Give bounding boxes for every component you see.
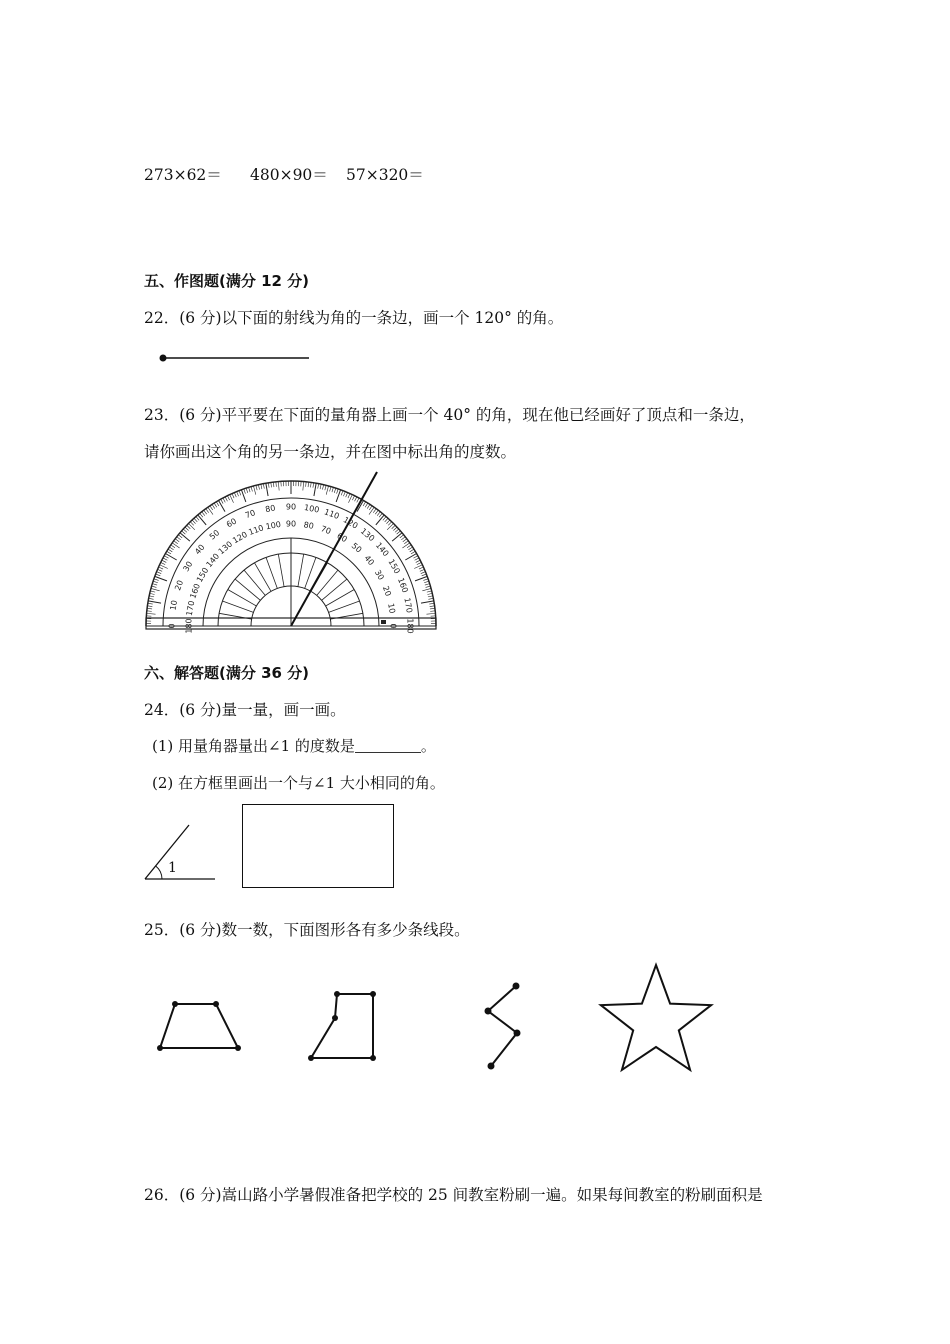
protractor-tick [313, 483, 314, 488]
protractor-label: 20 [380, 584, 393, 598]
protractor-tick [223, 498, 225, 502]
protractor-tick [407, 545, 411, 548]
protractor-tick [219, 500, 226, 511]
protractor-tick [174, 541, 178, 544]
protractor-label: 180 [405, 618, 415, 634]
ray-figure [150, 350, 320, 366]
protractor-ray [322, 579, 347, 600]
protractor-tick [278, 482, 279, 491]
protractor-tick [237, 492, 239, 497]
protractor-tick [183, 529, 187, 532]
protractor-tick [425, 584, 430, 585]
protractor-tick [239, 491, 241, 496]
protractor-tick [192, 520, 195, 524]
protractor-tick [341, 491, 343, 496]
protractor-tick [318, 484, 319, 489]
protractor-tick [177, 537, 181, 540]
protractor-tick [167, 551, 171, 554]
q24-part1-end: 。 [420, 737, 436, 755]
protractor-ray [222, 601, 253, 612]
protractor-tick [153, 581, 158, 583]
protractor-tick [385, 518, 388, 522]
protractor-tick [424, 581, 429, 583]
protractor-tick [171, 545, 175, 548]
protractor-tick [303, 482, 304, 491]
drawing-box[interactable] [242, 804, 394, 888]
protractor-tick [408, 547, 412, 550]
protractor-label: 90 [285, 502, 297, 512]
protractor-tick [178, 535, 182, 538]
protractor-label: 30 [372, 568, 386, 582]
protractor-tick [212, 504, 215, 508]
protractor-tick [332, 487, 333, 492]
protractor-tick [149, 596, 154, 597]
protractor-tick [258, 485, 259, 490]
protractor-label: 120 [231, 529, 249, 546]
section-6-heading: 六、解答题(满分 36 分) [144, 664, 310, 682]
protractor-label: 30 [181, 559, 195, 574]
protractor-label: 140 [204, 551, 222, 570]
protractor-label: 170 [184, 599, 197, 617]
protractor-tick [152, 584, 157, 585]
protractor-tick [326, 486, 328, 495]
protractor-tick [363, 502, 366, 506]
protractor-label: 100 [303, 503, 320, 515]
protractor-tick [320, 484, 321, 489]
protractor-tick [168, 549, 172, 552]
protractor-tick [232, 494, 234, 499]
protractor-label: 120 [341, 515, 360, 531]
protractor-tick [397, 531, 401, 534]
protractor-tick [175, 539, 179, 542]
protractor-tick [244, 489, 246, 494]
protractor-tick [163, 558, 167, 560]
protractor-tick [150, 593, 155, 594]
calculation-row [144, 163, 424, 185]
calc-2: 480×90＝ [250, 166, 328, 184]
protractor-tick [314, 483, 316, 496]
protractor-tick [306, 482, 307, 487]
protractor-tick [415, 558, 419, 560]
protractor-label: 160 [188, 582, 202, 600]
protractor-tick [357, 498, 359, 502]
protractor-tick [159, 567, 164, 569]
protractor-tick [413, 556, 417, 558]
protractor-tick [373, 509, 376, 513]
calc-1: 273×62＝ [144, 166, 222, 184]
protractor-tick [214, 503, 217, 507]
protractor-tick [377, 512, 380, 516]
protractor-tick [150, 591, 155, 592]
protractor-tick [148, 603, 153, 604]
protractor-tick [405, 554, 416, 561]
protractor-tick [410, 549, 414, 552]
protractor-tick [185, 527, 189, 530]
protractor-label: 110 [247, 523, 265, 537]
protractor-ray [235, 579, 260, 600]
protractor-tick [419, 567, 424, 569]
protractor-tick [420, 569, 425, 571]
protractor-tick [388, 522, 391, 526]
protractor-tick [387, 523, 393, 529]
protractor-label: 40 [362, 553, 376, 568]
protractor-tick [155, 576, 167, 580]
protractor-tick [234, 493, 236, 498]
protractor-label: 150 [194, 566, 211, 584]
protractor-tick [417, 562, 421, 564]
pentagon-figure [305, 988, 381, 1064]
protractor-tick [423, 579, 428, 581]
drawn-angle-side [291, 472, 377, 626]
protractor-tick [427, 591, 432, 592]
protractor-tick [415, 576, 427, 580]
protractor-tick [152, 586, 157, 587]
q24-part1-text: (1) 用量角器量出∠1 的度数是 [152, 737, 355, 755]
protractor-tick [246, 488, 248, 493]
protractor-tick [263, 484, 264, 489]
protractor-label: 80 [302, 520, 315, 531]
protractor-tick [172, 543, 179, 548]
protractor-label: 60 [224, 516, 239, 530]
protractor-tick [383, 517, 386, 521]
protractor-tick [162, 560, 166, 562]
answer-blank[interactable] [355, 738, 421, 753]
protractor-tick [266, 483, 268, 496]
question-22: 22．(6 分)以下面的射线为角的一条边，画一个 120° 的角。 [144, 309, 564, 327]
protractor-ray [298, 554, 304, 586]
protractor-tick [156, 574, 161, 576]
protractor-label: 180 [184, 618, 194, 634]
protractor-tick [165, 554, 176, 561]
question-24-part-2: (2) 在方框里画出一个与∠1 大小相同的角。 [152, 774, 445, 792]
zigzag-figure [478, 980, 528, 1072]
protractor-tick [395, 529, 399, 532]
protractor-tick [427, 593, 432, 594]
protractor-tick [308, 482, 309, 487]
protractor-tick [151, 588, 160, 590]
protractor-tick [421, 601, 434, 603]
protractor-tick [147, 606, 152, 607]
protractor-tick [403, 539, 407, 542]
protractor-tick [421, 572, 426, 574]
protractor-tick [261, 484, 262, 489]
protractor-ray [266, 557, 277, 588]
protractor-tick [352, 496, 354, 500]
protractor-ray [329, 601, 360, 612]
protractor-tick [202, 512, 205, 516]
protractor-label: 0 [167, 623, 177, 629]
protractor-tick [346, 493, 348, 498]
question-23-line-1: 23．(6 分)平平要在下面的量角器上画一个 40° 的角，现在他已经画好了顶点和一条边， [144, 406, 755, 424]
protractor-label: 130 [216, 539, 235, 557]
protractor-tick [369, 507, 374, 514]
protractor-tick [271, 482, 272, 487]
protractor-tick [348, 494, 350, 499]
protractor-tick [241, 490, 245, 502]
protractor-ray [326, 590, 355, 607]
protractor-tick [401, 537, 405, 540]
baseline-marker [381, 620, 386, 624]
protractor-tick [367, 504, 370, 508]
protractor-tick [204, 510, 207, 514]
protractor-label: 100 [264, 519, 282, 532]
protractor-figure [143, 470, 439, 634]
protractor-tick [355, 497, 357, 501]
protractor-tick [404, 541, 408, 544]
protractor-tick [147, 613, 156, 614]
angle-side-slanted [145, 825, 189, 879]
protractor-ray [278, 554, 284, 586]
protractor-tick [154, 579, 159, 581]
trapezoid-figure [152, 996, 248, 1056]
protractor-tick [428, 596, 433, 597]
star-figure [593, 960, 719, 1078]
protractor-ray [255, 563, 272, 592]
protractor-tick [194, 518, 197, 522]
protractor-tick [429, 603, 434, 604]
protractor-tick [200, 513, 203, 517]
protractor-label: 60 [335, 531, 349, 545]
protractor-tick [158, 569, 163, 571]
question-25: 25．(6 分)数一数，下面图形各有多少条线段。 [144, 921, 470, 939]
protractor-tick [161, 562, 165, 564]
protractor-tick [337, 489, 339, 494]
angle-label: 1 [168, 860, 177, 876]
protractor-tick [164, 556, 168, 558]
protractor-tick [430, 608, 435, 609]
protractor-tick [386, 520, 389, 524]
protractor-tick [188, 523, 194, 529]
calc-3: 57×320＝ [346, 166, 424, 184]
question-24: 24．(6 分)量一量，画一画。 [144, 701, 346, 719]
protractor-tick [147, 608, 152, 609]
protractor-label: 20 [173, 578, 186, 592]
protractor-label: 70 [243, 508, 257, 521]
protractor-label: 170 [402, 597, 414, 614]
protractor-label: 40 [193, 542, 207, 557]
protractor-tick [325, 485, 326, 490]
protractor-tick [182, 531, 186, 534]
protractor-label: 10 [386, 602, 397, 615]
protractor-tick [225, 497, 227, 501]
angle-arc [156, 866, 162, 879]
protractor-tick [330, 487, 331, 492]
protractor-tick [310, 482, 311, 487]
protractor-label: 140 [373, 540, 391, 559]
protractor-tick [206, 509, 209, 513]
protractor-tick [402, 543, 409, 548]
section-5-heading: 五、作图题(满分 12 分) [144, 272, 310, 290]
protractor-tick [334, 488, 336, 493]
protractor-label: 50 [207, 528, 222, 542]
protractor-tick [190, 522, 193, 526]
protractor-tick [400, 535, 404, 538]
protractor-tick [256, 485, 257, 490]
protractor-label: 90 [285, 519, 297, 529]
protractor-tick [169, 547, 173, 550]
protractor-tick [393, 527, 397, 530]
protractor-tick [365, 503, 368, 507]
protractor-label: 70 [319, 524, 333, 537]
protractor-tick [273, 482, 274, 487]
protractor-tick [148, 601, 161, 603]
protractor-tick [369, 506, 372, 510]
protractor-label: 110 [322, 507, 341, 522]
protractor-tick [227, 496, 229, 500]
protractor-tick [322, 485, 323, 490]
protractor-label: 50 [349, 541, 364, 555]
protractor-tick [343, 492, 345, 497]
protractor-label: 160 [395, 576, 410, 595]
protractor-tick [422, 574, 427, 576]
protractor-tick [428, 598, 433, 599]
protractor-tick [426, 613, 435, 614]
protractor-tick [253, 486, 255, 495]
protractor-tick [392, 525, 396, 528]
protractor-tick [147, 611, 152, 612]
protractor-tick [157, 572, 162, 574]
protractor-tick [208, 507, 213, 514]
protractor-ray [228, 590, 257, 607]
protractor-tick [149, 598, 154, 599]
protractor-tick [430, 606, 435, 607]
protractor-tick [196, 517, 199, 521]
protractor-tick [422, 588, 431, 590]
protractor-label: 80 [264, 503, 277, 515]
protractor-label: 150 [386, 557, 402, 576]
protractor-tick [336, 490, 340, 502]
angle-1-figure [140, 820, 220, 886]
protractor-tick [430, 611, 435, 612]
question-26: 26．(6 分)嵩山路小学暑假准备把学校的 25 间教室粉刷一遍。如果每间教室的粉刷面积是 [144, 1186, 763, 1204]
protractor-tick [268, 483, 269, 488]
protractor-label: 130 [358, 526, 377, 544]
question-24-part-1 [152, 735, 436, 756]
protractor-tick [249, 487, 250, 492]
protractor-tick [276, 482, 277, 487]
protractor-tick [216, 502, 219, 506]
protractor-tick [210, 506, 213, 510]
protractor-tick [411, 551, 415, 554]
question-23-line-2: 请你画出这个角的另一条边，并在图中标出角的度数。 [144, 443, 517, 461]
protractor-tick [379, 513, 382, 517]
protractor-tick [187, 525, 191, 528]
protractor-label: 10 [168, 599, 180, 612]
protractor-tick [426, 586, 431, 587]
protractor-tick [416, 560, 420, 562]
protractor-tick [251, 487, 252, 492]
protractor-ray [244, 570, 265, 595]
protractor-tick [221, 499, 223, 503]
protractor-label: 0 [388, 623, 398, 629]
protractor-tick [375, 510, 378, 514]
